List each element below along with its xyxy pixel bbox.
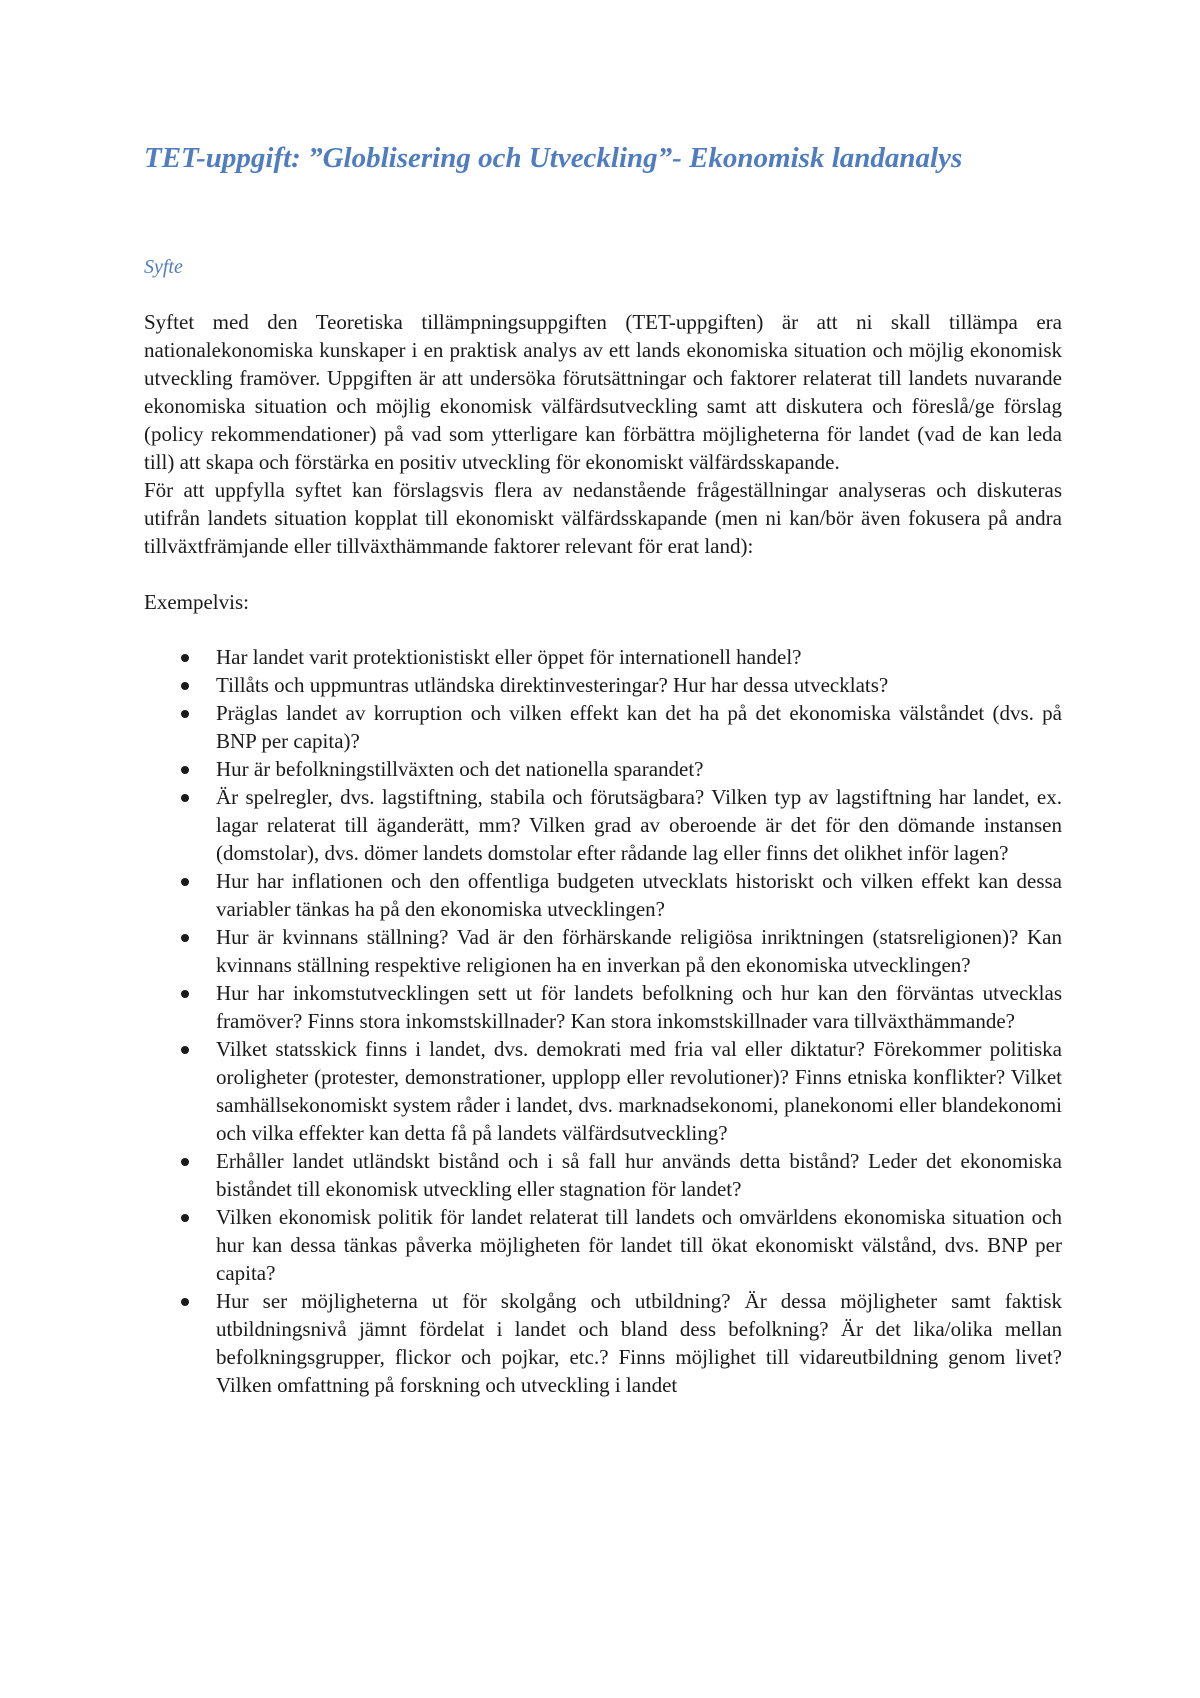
list-item: [144, 671, 1062, 699]
document-content: [144, 140, 1062, 1399]
bullet-icon: [181, 934, 189, 942]
question-text: Hur är befolkningstillväxten och det nationella sparandet?: [216, 757, 704, 781]
bullet-icon: [181, 990, 189, 998]
bullet-icon: [181, 1046, 189, 1054]
question-text: Vilken ekonomisk politik för landet relaterat till landets och omvärldens ekonomiska situation och hur kan dessa tänkas påverka möjligheten för landet till ökat ekonomiskt välstånd, dvs. BNP per capita?: [216, 1205, 1062, 1285]
list-item: [144, 923, 1062, 979]
bullet-icon: [181, 1298, 189, 1306]
bullet-icon: [181, 710, 189, 718]
bullet-icon: [181, 654, 189, 662]
bullet-icon: [181, 794, 189, 802]
bullet-icon: [181, 766, 189, 774]
list-item: [144, 643, 1062, 671]
bullet-icon: [181, 1214, 189, 1222]
question-text: Vilket statsskick finns i landet, dvs. demokrati med fria val eller diktatur? Förekommer politiska oroligheter (protester, demonstrationer, upplopp eller revolutioner)? Finns etniska konflikter? Vilket samhällsekonomiskt system råder i landet, dvs. marknadsekonomi, planekonomi eller blandekonomi och vilka effekter kan detta få på landets välfärdsutveckling?: [216, 1037, 1062, 1145]
question-text: Är spelregler, dvs. lagstiftning, stabila och förutsägbara? Vilken typ av lagstiftning har landet, ex. lagar relaterat till äganderätt, mm? Vilken grad av oberoende är det för den dömande instansen (domstolar), dvs. dömer landets domstolar efter rådande lag eller finns det olikhet inför lagen?: [216, 785, 1062, 865]
section-heading-syfte: Syfte: [144, 256, 183, 278]
question-text: Erhåller landet utländskt bistånd och i så fall hur används detta bistånd? Leder det ekonomiska biståndet till ekonomisk utveckling eller stagnation för landet?: [216, 1149, 1062, 1201]
list-item: [144, 1147, 1062, 1203]
document-title: TET-uppgift: ”Globlisering och Utveckling”- Ekonomisk landanalys: [144, 142, 963, 174]
list-item: [144, 755, 1062, 783]
purpose-paragraph: För att uppfylla syftet kan förslagsvis flera av nedanstående frågeställningar analyseras och diskuteras utifrån landets situation kopplat till ekonomiskt välfärdsskapande (men ni kan/bör även fokusera på andra tillväxtfrämjande eller tillväxthämmande faktorer relevant för erat land):: [144, 478, 1062, 558]
list-item: [144, 1287, 1062, 1399]
question-text: Har landet varit protektionistiskt eller öppet för internationell handel?: [216, 645, 802, 669]
bullet-icon: [181, 1158, 189, 1166]
question-text: Hur har inkomstutvecklingen sett ut för landets befolkning och hur kan den förväntas utvecklas framöver? Finns stora inkomstskillnader? Kan stora inkomstskillnader vara tillväxthämmande?: [216, 981, 1062, 1033]
list-item: [144, 867, 1062, 923]
list-item: [144, 979, 1062, 1035]
intro-paragraph: Syftet med den Teoretiska tillämpningsuppgiften (TET-uppgiften) är att ni skall tillämpa era nationalekonomiska kunskaper i en praktisk analys av ett lands ekonomiska situation och möjlig ekonomisk utveckling framöver. Uppgiften är att undersöka förutsättningar och faktorer relaterat till landets nuvarande ekonomiska situation och möjlig ekonomisk välfärdsutveckling samt att diskutera och föreslå/ge förslag (policy rekommendationer) på vad som ytterligare kan förbättra möjligheterna för landet (vad de kan leda till) att skapa och förstärka en positiv utveckling för ekonomiskt välfärdsskapande.: [144, 310, 1062, 474]
list-item: [144, 1203, 1062, 1287]
bullet-icon: [181, 682, 189, 690]
question-text: Hur ser möjligheterna ut för skolgång och utbildning? Är dessa möjligheter samt faktisk utbildningsnivå jämnt fördelat i landet och bland dess befolkning? Är det lika/olika mellan befolkningsgrupper, flickor och pojkar, etc.? Finns möjlighet till vidareutbildning genom livet? Vilken omfattning på forskning och utveckling i landet: [216, 1289, 1062, 1397]
question-text: Tillåts och uppmuntras utländska direktinvesteringar? Hur har dessa utvecklats?: [216, 673, 889, 697]
list-item: [144, 783, 1062, 867]
list-item: [144, 699, 1062, 755]
question-text: Hur har inflationen och den offentliga budgeten utvecklats historiskt och vilken effekt kan dessa variabler tänkas ha på den ekonomiska utvecklingen?: [216, 869, 1062, 921]
question-list: [144, 643, 1062, 1399]
question-text: Hur är kvinnans ställning? Vad är den förhärskande religiösa inriktningen (statsreligionen)? Kan kvinnans ställning respektive religionen ha en inverkan på den ekonomiska utvecklingen?: [216, 925, 1062, 977]
example-label: Exempelvis:: [144, 590, 249, 614]
list-item: [144, 1035, 1062, 1147]
bullet-icon: [181, 878, 189, 886]
question-text: Präglas landet av korruption och vilken effekt kan det ha på det ekonomiska välståndet (dvs. på BNP per capita)?: [216, 701, 1062, 753]
